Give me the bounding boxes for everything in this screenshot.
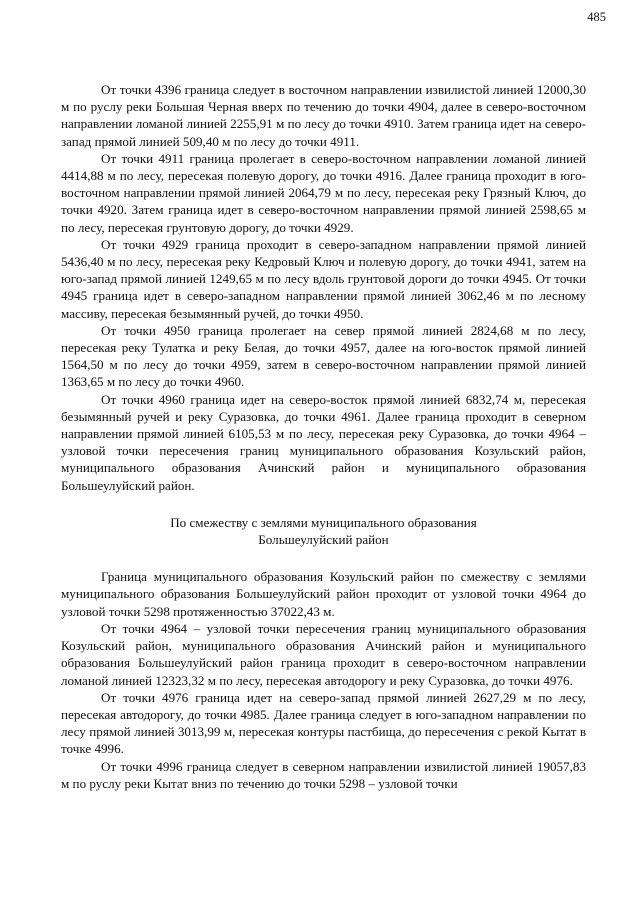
paragraph: От точки 4950 граница пролегает на север прямой линией 2824,68 м по лесу, пересекая реку Тулатка и реку Белая, до точки 4957, далее на юго-восток прямой линией 1564,50 м по лесу до точки 4959, затем в северо-восточном направлении прямой линией 1363,65 м по лесу до точки 4960. <box>61 322 586 390</box>
section-heading-line1: По смежеству с землями муниципального образования <box>170 514 477 530</box>
paragraph: От точки 4976 граница идет на северо-запад прямой линией 2627,29 м по лесу, пересекая автодорогу, до точки 4985. Далее граница следует в юго-западном направлении по лесу прямой линией 3013,99 м, пересекая контуры пастбища, до пересечения с рекой Кытат в точке 4996. <box>61 689 586 757</box>
paragraph: От точки 4964 – узловой точки пересечения границ муниципального образования Козульский район, муниципального образования Ачинский район и муниципального образования Большеулуйский район граница проходит в северо-восточном направлении ломаной линией 12323,32 м по лесу, пересекая автодорогу и реку Суразовка, до точки 4976. <box>61 620 586 688</box>
paragraph: От точки 4929 граница проходит в северо-западном направлении прямой линией 5436,40 м по лесу, пересекая реку Кедровый Ключ и полевую дорогу, до точки 4941, затем на юго-запад прямой линией 1249,65 м по лесу вдоль грунтовой дороги до точки 4945. От точки 4945 граница идет в северо-западном направлении прямой линией 3062,46 м по лесному массиву, пересекая безымянный ручей, до точки 4950. <box>61 236 586 321</box>
page-number: 485 <box>587 10 606 24</box>
paragraph: От точки 4996 граница следует в северном направлении извилистой линией 19057,83 м по руслу реки Кытат вниз по течению до точки 5298 – узловой точки <box>61 758 586 791</box>
paragraph: От точки 4960 граница идет на северо-восток прямой линией 6832,74 м, пересекая безымянный ручей и реку Суразовка, до точки 4961. Далее граница проходит в северном направлении прямой линией 6105,53 м по лесу, пересекая реку Суразовка, до точки 4964 – узловой точки пересечения границ муниципального образования Козульский район, муниципального образования Ачинский район и муниципального образования Большеулуйский район. <box>61 391 586 493</box>
paragraph: Граница муниципального образования Козульский район по смежеству с землями муниципального образования Большеулуйский район проходит от узловой точки 4964 до узловой точки 5298 протяженностью 37022,43 м. <box>61 569 586 619</box>
paragraph: От точки 4396 граница следует в восточном направлении извилистой линией 12000,30 м по руслу реки Большая Черная вверх по течению до точки 4904, далее в северо-восточном направлении ломаной линией 2255,91 м по лесу до точки 4910. Затем граница идет на северо-запад прямой линией 509,40 м по лесу до точки 4911. <box>61 82 586 149</box>
paragraph: От точки 4911 граница пролегает в северо-восточном направлении ломаной линией 4414,88 м по лесу, пересекая полевую дорогу, до точки 4916. Далее граница проходит в юго-восточном направлении прямой линией 2064,79 м по лесу, пересекая реку Грязный Ключ, до точки 4920. Затем граница идет в северо-восточном направлении прямой линией 2598,65 м по лесу, пересекая грунтовую дорогу, до точки 4929. <box>61 150 586 235</box>
section-heading-line2: Большеулуйский район <box>258 532 389 548</box>
document-body <box>61 81 586 792</box>
section-heading <box>61 514 586 548</box>
